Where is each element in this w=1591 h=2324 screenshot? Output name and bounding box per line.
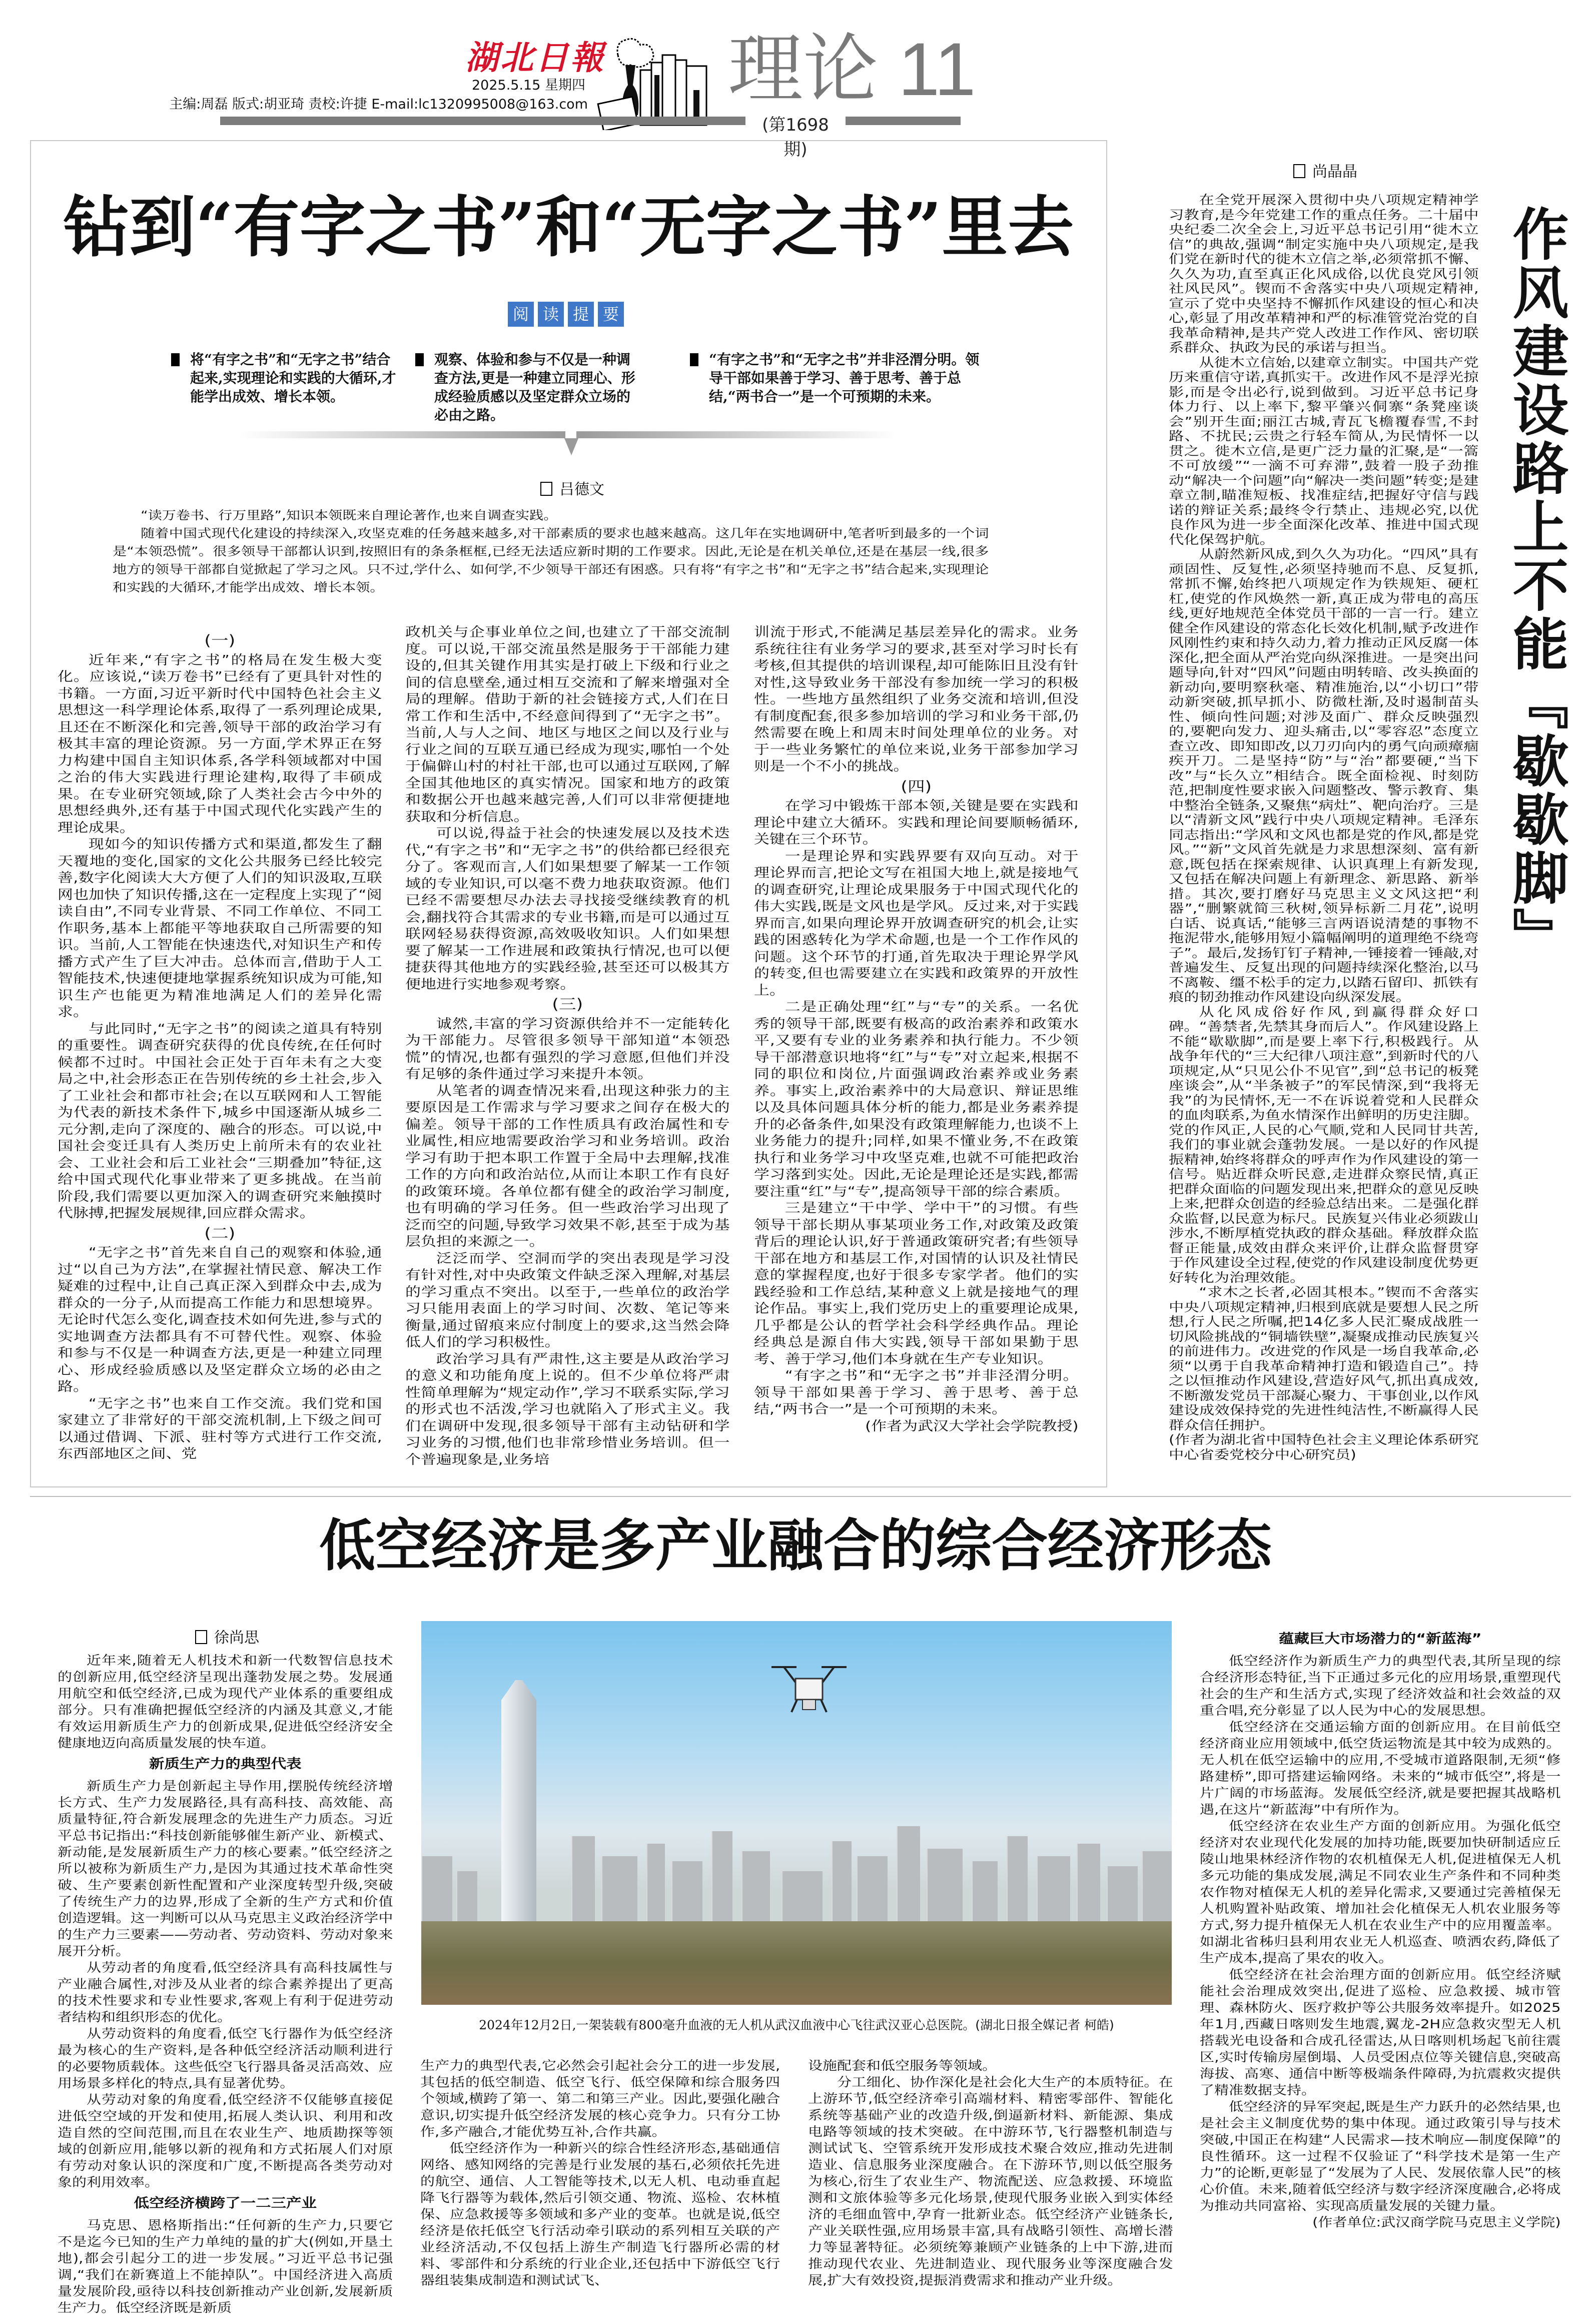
article-column: [420, 2057, 780, 2288]
building: [671, 1861, 702, 1931]
paragraph: 马克思、恩格斯指出:“任何新的生产力,只要它不是迄今已知的生产力单纯的量的扩大(例如,开垦土地),都会引起分工的进一步发展。”习近平总书记强调,“我们在新赛道上不能掉队”。中国经济进入高质量发展阶段,亟待以科技创新推动产业创新,发展新质生产力。低空经济既是新质: [58, 2218, 393, 2315]
paragraph: “无字之书”也来自工作交流。我们党和国家建立了非常好的干部交流机制,上下级之间可以通过借调、下派、驻村等方式进行工作交流,东西部地区之间、党: [58, 1396, 382, 1461]
building: [857, 1856, 888, 1931]
paragraph: 从劳动资料的角度看,低空飞行器作为低空经济最为核心的生产资料,是各种低空经济活动顺利进行的必要物质载体。这些低空飞行器具备灵活高效、应用场景多样化的特点,具有显著优势。: [58, 2026, 393, 2090]
author-name: 尚晶晶: [1312, 163, 1357, 181]
paragraph: 近年来,随着无人机技术和新一代数智信息技术的创新应用,低空经济呈现出蓬勃发展之势。发展通用航空和低空经济,已成为现代产业体系的重要组成部分。只有准确把握低空经济的内涵及其意义,才能有效运用新质生产力的创新成果,促进低空经济安全健康地迈向高质量发展的快车道。: [58, 1653, 393, 1750]
section-name: 理论: [728, 26, 879, 113]
paragraph: 在学习中锻炼干部本领,关键是要在实践和理论中建立大循环。实践和理论间要顺畅循环,关键在三个环节。: [754, 799, 1079, 847]
paragraph: 在全党开展深入贯彻中央八项规定精神学习教育,是今年党建工作的重点任务。二十届中央纪委二次全会上,习近平总书记引用“徙木立信”的典故,强调“制定实施中央八项规定,是我们党在新时代的徙木立信之举,必须常抓不懈、久久为功,直至真正化风成俗,以优良党风引领社风民风”。锲而不舍落实中央八项规定精神,宣示了党中央坚持不懈抓作风建设的恒心和决心,彰显了用改革精神和严的标准管党治党的自我革命精神,是共产党人改进工作作风、密切联系群众、执政为民的承诺与担当。: [1169, 193, 1479, 355]
paragraph: 低空经济的异军突起,既是生产力跃升的必然结果,也是社会主义制度优势的集中体现。通过政策引导与技术突破,中国正在构建“人民需求—技术响应—制度保障”的良性循环。这一过程不仅验证了“科学技术是第一生产力”的论断,更彰显了“发展为了人民、发展依靠人民”的核心价值。未来,随着低空经济与数字经济深度融合,必将成为推动共同富裕、实现高质量发展的关键力量。: [1200, 2099, 1561, 2213]
box-icon: [540, 482, 552, 496]
paragraph: (作者为湖北省中国特色社会主义理论体系研究中心省委党校分中心研究员): [1169, 1432, 1479, 1462]
author-name: 徐尚思: [214, 1629, 259, 1647]
paragraph: “有字之书”和“无字之书”并非泾渭分明。领导干部如果善于学习、善于思考、善于总结,“两书合一”是一个可预期的未来。: [754, 1368, 1079, 1417]
section-divider: [30, 1496, 1571, 1497]
summary-text: “有字之书”和“无字之书”并非泾渭分明。领导干部如果善于学习、善于思考、善于总结,“两书合一”是一个可预期的未来。: [709, 351, 980, 405]
building: [927, 1849, 963, 1931]
paragraph: 一是理论界和实践界要有双向互动。对于理论界而言,把论文写在祖国大地上,就是接地气的调查研究,让理论成果服务于中国式现代化的伟大实践,既是文风也是学风。反过来,对于实践界而言,如果向理论界开放调查研究的机会,让实践的困惑转化为学术命题,也是一个工作作风的问题。这个环节的打通,首先取决于理论界学风的转变,但也需要建立在实践和政策界的开放性上。: [754, 849, 1079, 998]
issue-number: (第1698期): [762, 115, 829, 160]
caption-text: 2024年12月2日,一架装载有800毫升血液的无人机从武汉血液中心飞往武汉亚心总医院。: [479, 2018, 976, 2032]
paragraph: 二是正确处理“红”与“专”的关系。一名优秀的领导干部,既要有极高的政治素养和政策水平,又要有专业的业务素养和执行能力。不少领导干部潜意识地将“红”与“专”对立起来,根据不同的职位和岗位,片面强调政治素养或业务素养。事实上,政治素养中的大局意识、辩证思维以及具体问题具体分析的能力,都是业务素养提升的必备条件,如果没有政策理解能力,也谈不上业务能力的提升;同样,如果不懂业务,不在政策执行和业务学习中攻坚克难,也就不可能把政治学习落到实处。因此,无论是理论还是实践,都需要注重“红”与“专”,提高领导干部的综合素质。: [754, 1000, 1079, 1199]
section-heading: (四): [901, 778, 932, 795]
paragraph: 近年来,“有字之书”的格局在发生极大变化。应该说,“读万卷书”已经有了更具针对性的书籍。一方面,习近平新时代中国特色社会主义思想这一科学理论体系,取得了一系列理论成果,且还在不断深化和完善,领导干部的政治学习有极其丰富的理论资源。另一方面,学术界正在努力构建中国自主知识体系,各学科领域都对中国之治的伟大实践进行理论建构,取得了丰硕成果。在专业研究领域,除了人类社会古今中外的思想经典外,还有基于中国式现代化实践产生的理论成果。: [58, 652, 382, 836]
skyscraper: [501, 1680, 536, 1930]
summary-text: 将“有字之书”和“无字之书”结合起来,实现理论和实践的大循环,才能学出成效、增长本领。: [190, 351, 396, 405]
paragraph: 可以说,得益于社会的快速发展以及技术迭代,“有字之书”和“无字之书”的供给都已经很充分了。客观而言,人们如果想要了解某一工作领域的专业知识,可以毫不费力地获取资源。他们已经不需要想尽办法去寻找接受继续教育的机会,翻找符合其需求的专业书籍,而是可以通过互联网轻易获得资源,高效吸收知识。人们如果想要了解某一工作进展和政策执行情况,也可以便捷获得其他地方的实践经验,甚至还可以极其方便地进行实地参观考察。: [405, 826, 730, 992]
paragraph: 政治学习具有严肃性,这主要是从政治学习的意义和功能角度上说的。但不少单位将严肃性简单理解为“规定动作”,学习不联系实际,学习的形式也不活泼,学习也就陷入了形式主义。我们在调研中发现,很多领导干部有主动钻研和学习业务的习惯,他们也非常珍惜业务培训。但一个普遍现象是,业务培: [405, 1351, 730, 1467]
article-column: [754, 624, 1079, 1435]
photo-credit: (湖北日报全媒记者 柯皓): [975, 2018, 1114, 2032]
paragraph: 低空经济在社会治理方面的创新应用。低空经济赋能社会治理成效突出,促进了巡检、应急救援、城市管理、森林防火、医疗救护等公共服务效率提升。如2025年1月,西藏日喀则发生地震,翼龙-2H应急救灾型无人机搭载光电设备和合成孔径雷达,从日喀则机场起飞前往震区,实时传输房屋倒塌、人员受困点位等关键信息,突破高海拔、高寒、通信中断等极端条件障碍,为抗震救灾提供了精准数据支持。: [1200, 1967, 1561, 2097]
masthead-rule: [220, 117, 745, 125]
paragraph: 训流于形式,不能满足基层差异化的需求。业务系统往往有业务学习的要求,甚至对学习时长有考核,但其提供的培训课程,却可能陈旧且没有针对性,这导致业务干部没有参加统一学习的积极性。一些地方虽然组织了业务交流和培训,但没有制度配套,很多参加培训的学习和业务干部,仍然需要在晚上和周末时间处理单位的业务。对于一些业务繁忙的单位来说,业务干部参加学习则是一个不小的挑战。: [754, 625, 1079, 774]
subheading: 蕴藏巨大市场潜力的“新蓝海”: [1279, 1632, 1482, 1647]
summary-label: [508, 302, 624, 327]
building: [1037, 1856, 1070, 1931]
box-icon: [1293, 164, 1305, 178]
building: [897, 1826, 920, 1931]
building: [646, 1844, 665, 1931]
section-title: [728, 26, 976, 113]
building: [421, 1856, 452, 1931]
author-name: 吕德文: [559, 481, 604, 498]
article-column: [58, 1652, 393, 2316]
section-heading: (三): [552, 996, 583, 1013]
v-notch-icon: [564, 438, 578, 455]
editor-credits: 主编:周磊 版式:胡亚琦 责校:许捷 E-mail:lc1320995008@163.com: [169, 97, 588, 112]
summary-label-char: 读: [538, 302, 564, 327]
headline: 低空经济是多产业融合的综合经济形态: [319, 1513, 1272, 1579]
books-illustration-icon: [595, 35, 720, 130]
article-column: [808, 2057, 1173, 2288]
paragraph: 政机关与企事业单位之间,也建立了干部交流制度。可以说,干部交流虽然是服务于干部能力建设的,但其关键作用其实是打破上下级和行业之间的信息壁垒,通过相互交流和了解来增强对全局的理解。借助于新的社会链接方式,人们在日常工作和生活中,不经意间得到了“无字之书”。当前,人与人之间、地区与地区之间以及行业与行业之间的互联互通已经成为现实,哪怕一个处于偏僻山村的村社干部,也可以通过互联网,了解全国其他地区的真实情况。国家和地方的政策和数据公开也越来越完善,人们可以非常便捷地获取和分析信息。: [405, 625, 730, 825]
summary-label-char: 提: [568, 302, 594, 327]
drone-icon: [766, 1656, 852, 1716]
paragraph: “无字之书”首先来自自己的观察和体验,通过“以自己为方法”,在掌握社情民意、解决工作疑难的过程中,让自己真正深入到群众中去,成为群众的一分子,从而提高工作能力和思想境界。无论时代怎么变化,调查技术如何先进,参与式的实地调查方法都具有不可替代性。观察、体验和参与不仅是一种调查方法,更是一种建立同理心、形成经验质感以及坚定群众立场的必由之路。: [58, 1245, 382, 1394]
square-bullet-icon: [171, 353, 180, 366]
summary-item: [690, 350, 990, 406]
building: [1077, 1844, 1100, 1931]
byline: [1293, 159, 1357, 181]
article-column: [58, 629, 382, 1463]
photo-caption: [421, 2015, 1172, 2033]
article-column: [1200, 1626, 1561, 2230]
ground: [421, 1921, 1172, 2005]
summary-label-char: 阅: [508, 302, 534, 327]
masthead-rule: [846, 117, 961, 125]
building: [1142, 1851, 1172, 1931]
paragraph: 分工细化、协作深化是社会化大生产的本质特征。在上游环节,低空经济牵引高端材料、精密零部件、智能化系统等基础产业的改造升级,倒逼新材料、新能源、集成电路等领域的技术突破。在中游环节,飞行器整机制造与测试试飞、空管系统开发形成技术聚合效应,推动先进制造业、信息服务业深度融合。在下游环节,则以低空服务为核心,衍生了农业生产、物流配送、应急救援、环境监测和文旅体验等多元化场景,使现代服务业嵌入到实体经济的毛细血管中,孕育一批新业态。低空经济产业链条长,产业关联性强,应用场景丰富,具有战略引领性、高增长潜力等显著特征。必须统筹兼顾产业链条的上中下游,进而推动现代农业、先进制造业、现代服务业等深度融合发展,扩大有效投资,提振消费需求和推动产业升级。: [808, 2075, 1173, 2287]
divider: [576, 431, 897, 438]
summary-label-char: 要: [598, 302, 624, 327]
summary-text: 观察、体验和参与不仅是一种调查方法,更是一种建立同理心、形成经验质感以及坚定群众立场的必由之路。: [434, 351, 635, 423]
paragraph: 泛泛而学、空洞而学的突出表现是学习没有针对性,对中央政策文件缺乏深入理解,对基层的学习重点不突出。以至于,一些单位的政治学习只能用表面上的学习时间、次数、笔记等来衡量,通过留痕来应付制度上的要求,这当然会降低人们的学习积极性。: [405, 1251, 730, 1350]
byline: [195, 1625, 259, 1647]
paragraph: 随着中国式现代化建设的持续深入,攻坚克难的任务越来越多,对干部素质的要求也越来越高。这几年在实地调研中,笔者听到最多的一个词是“本领恐慌”。很多领导干部都认识到,按照旧有的条条框框,已经无法适应新时期的工作要求。因此,无论是在机关单位,还是在基层一线,很多地方的领导干部都自觉掀起了学习之风。只不过,学什么、如何学,不少领导干部还有困惑。只有将“有字之书”和“无字之书”结合起来,实现理论和实践的大循环,才能学出成效、增长本领。: [113, 526, 989, 594]
newspaper-logo: 湖北日報: [465, 38, 605, 77]
subheading: 低空经济横跨了一二三产业: [134, 2196, 317, 2211]
vertical-headline: 作风建设路上不能『歇歇脚』: [1503, 205, 1569, 966]
paragraph: 三是建立“干中学、学中干”的习惯。有些领导干部长期从事某项业务工作,对政策及政策背后的理论认识,好于普通政策研究者;有些领导干部在地方和基层工作,对国情的认识及社情民意的掌握程度,也好于很多专家学者。他们的实践经验和工作总结,某种意义上就是接地气的理论作品。事实上,我们党历史上的重要理论成果,几乎都是公认的哲学社会科学经典作品。理论经典总是源自伟大实践,领导干部如果勤于思考、善于学习,他们本身就在生产专业知识。: [754, 1201, 1079, 1367]
divider: [240, 431, 565, 438]
paragraph: 新质生产力是创新起主导作用,摆脱传统经济增长方式、生产力发展路径,具有高科技、高效能、高质量特征,符合新发展理念的先进生产力质态。习近平总书记指出:“科技创新能够催生新产业、新模式、新动能,是发展新质生产力的核心要素。”低空经济之所以被称为新质生产力,是因为其通过技术革命性突破、生产要素创新性配置和产业深度转型升级,突破了传统生产力的边界,形成了全新的生产方式和价值创造逻辑。这一判断可以从马克思主义政治经济学中的生产力三要素——劳动者、劳动资料、劳动对象来展开分析。: [58, 1779, 393, 1958]
paragraph: 生产力的典型代表,它必然会引起社会分工的进一步发展,其包括的低空制造、低空飞行、低空保障和综合服务四个领域,横跨了第一、第二和第三产业。因此,要强化融合意识,切实提升低空经济发展的核心竞争力。只有分工协作,多产融合,才能优势互补,合作共赢。: [420, 2058, 780, 2139]
building: [571, 1836, 595, 1931]
issue-date: 2025.5.15 星期四: [472, 78, 585, 93]
paragraph: 从劳动对象的角度看,低空经济不仅能够直接促进低空空域的开发和使用,拓展人类认识、利用和改造自然的空间范围,而且在农业生产、地质勘探等领域的创新应用,能够以新的视角和方式拓展人们对原有劳动对象认识的深度和广度,不断提高各类劳动对象的利用效率。: [58, 2092, 393, 2189]
building: [1007, 1836, 1028, 1931]
paragraph: 现如今的知识传播方式和渠道,都发生了翻天覆地的变化,国家的文化公共服务已经比较完善,数字化阅读大大方便了人们的知识汲取,互联网也加快了知识传播,这在一定程度上实现了“阅读自由”,不同专业背景、不同工作单位、不同工作职务,基本上都能平等地获取自己所需要的知识。当前,人工智能在快速迭代,对知识生产和传播方式产生了巨大冲击。总体而言,借助于人工智能技术,快速便捷地掌握系统知识成为可能,知识生产也能更为精准地满足人们的差异化需求。: [58, 837, 382, 1020]
summary-item: [171, 350, 396, 406]
article-intro: [113, 506, 989, 596]
paragraph: 低空经济作为一种新兴的综合性经济形态,基础通信网络、感知网络的完善是行业发展的基石,必须依托先进的航空、通信、人工智能等技术,以无人机、电动垂直起降飞行器等为载体,然后引领交通、物流、巡检、农林植保、应急救援等多领域和多产业的变革。也就是说,低空经济是依托低空飞行活动牵引联动的系列相互关联的产业经济活动,不仅包括上游生产制造飞行器所必需的材料、零部件和分系统的行业企业,还包括中下游低空飞行器组装集成制造和测试试飞、: [420, 2141, 780, 2287]
section-heading: (二): [204, 1224, 236, 1242]
paragraph: 低空经济作为新质生产力的典型代表,其所呈现的综合经济形态特征,当下正通过多元化的应用场景,重塑现代社会的生产和生活方式,实现了经济效益和社会效益的双重合唱,充分彰显了以人民为中心的发展思想。: [1200, 1654, 1561, 1718]
author-affiliation: (作者单位:武汉商学院马克思主义学院): [1312, 2215, 1561, 2229]
box-icon: [195, 1630, 207, 1644]
paragraph: 从化风成俗好作风,到赢得群众好口碑。“善禁者,先禁其身而后人”。作风建设路上不能“歇歇脚”,而是要上率下行,积极践行。从战争年代的“三大纪律八项注意”,到新时代的八项规定,从“只见公仆不见官”,到“总书记的板凳座谈会”,从“半条被子”的军民情深,到“我将无我”的为民情怀,无一不在诉说着党和人民群众的血肉联系,为鱼水情深作出鲜明的历史注脚。党的作风正,人民的心气顺,党和人民同甘共苦,我们的事业就会蓬勃发展。一是以好的作风提振精神,始终将群众的呼声作为作风建设的第一信号。贴近群众听民意,走进群众察民情,真正把群众面临的问题发现出来,把群众的意见反映上来,把群众创造的经验总结出来。二是强化群众监督,以民意为标尺。民族复兴伟业必须跋山涉水,不断厚植党执政的群众基础。释放群众监督正能量,成效由群众来评价,让群众监督贯穿于作风建设全过程,使党的作风建设制度优势更好转化为治理效能。: [1169, 1004, 1479, 1285]
paragraph: 诚然,丰富的学习资源供给并不一定能转化为干部能力。尽管很多领导干部知道“本领恐慌”的情况,也都有强烈的学习意愿,但他们并没有足够的条件通过学习来提升本领。: [405, 1016, 730, 1082]
building: [741, 1851, 770, 1931]
square-bullet-icon: [415, 353, 424, 366]
section-heading: (一): [204, 632, 236, 649]
square-bullet-icon: [690, 353, 698, 366]
building: [972, 1861, 998, 1931]
page-number: 11: [898, 27, 976, 111]
paragraph: 设施配套和低空服务等领域。: [808, 2058, 997, 2073]
paragraph: 从笔者的调查情况来看,出现这种张力的主要原因是工作需求与学习要求之间存在极大的偏差。领导干部的工作性质具有政治属性和专业属性,相应地需要政治学习和业务培训。政治学习有助于把本职工作置于全局中去理解,找准工作的方向和政治站位,从而让本职工作有良好的政策环境。各单位都有健全的政治学习制度,也有明确的学习任务。但一些政治学习出现了泛而空的问题,导致学习效果不彰,甚至于成为基层负担的来源之一。: [405, 1083, 730, 1249]
paragraph: 低空经济在交通运输方面的创新应用。在目前低空经济商业应用领域中,低空货运物流是其中较为成熟的。无人机在低空运输中的应用,不受城市道路限制,无须“修路建桥”,即可搭建运输网络。未来的“城市低空”,将是一片广阔的市场蓝海。发展低空经济,就是要把握其战略机遇,在这片“新蓝海”中有所作为。: [1200, 1720, 1561, 1817]
subheading: 新质生产力的典型代表: [149, 1757, 302, 1772]
building: [601, 1856, 637, 1931]
paragraph: 从蔚然新风成,到久久为功化。“四风”具有顽固性、反复性,必须坚持驰而不息、反复抓,常抓不懈,始终把八项规定作为铁规矩、硬杠杠,使党的作风焕然一新,真正成为带电的高压线,更好地规范全体党员干部的一言一行。建立健全作风建设的常态化长效化机制,赋予改进作风刚性约束和持久动力,着力推动正风反腐一体深化,把全面从严治党向纵深推进。一是突出问题导向,针对“四风”问题由明转暗、改头换面的新动向,要明察秋毫、精准施治,以“小切口”带动新突破,抓早抓小、防微杜渐,及时遏制苗头性、倾向性问题;对涉及面广、群众反映强烈的,要靶向发力、迎头痛击,以“零容忍”态度立查立改、即知即改,以刀刃向内的勇气向顽瘴痼疾开刀。二是坚持“防”与“治”都要硬,“当下改”与“长久立”相结合。既全面检视、时刻防范,把制度性要求嵌入问题整改、警示教育、集中整治全链条,又聚焦“病灶”、靶向治疗。三是以“清新文风”践行中央八项规定精神。毛泽东同志指出:“学风和文风也都是党的作风,都是党风。”“新”文风首先就是力求思想深刻、富有新意,既包括在探索规律、认识真理上有新发现,又包括在解决问题上有新理念、新思路、新举措。其次,要打磨好马克思主义文风这把“利器”,“删繁就简三秋树,领异标新二月花”,说明白话、说真话,“能够三言两语说清楚的事物不拖泥带水,能够用短小篇幅阐明的道理绝不绕弯子”。最后,发扬钉钉子精神,一锤接着一锤敲,对普遍发生、反复出现的问题持续深化整治,以马不离鞍、缰不松手的定力,以踏石留印、抓铁有痕的韧劲推动作风建设向纵深发展。: [1169, 547, 1479, 1004]
article-column: [405, 624, 730, 1468]
paragraph: 从劳动者的角度看,低空经济具有高科技属性与产业融合属性,对涉及从业者的综合素养提出了更高的技术性要求和专业性要求,客观上有利于促进劳动者结构和组织形态的优化。: [58, 1960, 393, 2024]
paragraph: 从徙木立信始,以建章立制实。中国共产党历来重信守诺,真抓实干。改进作风不是浮光掠影,而是令出必行,说到做到。习近平总书记身体力行、以上率下,黎平肇兴侗寨“条凳座谈会”别开生面;丽江古城,青瓦飞檐覆春雪,不封路、不扰民;云贵之行轻车简从,为民情怀一以贯之。徙木立信,是更广泛力量的汇聚,是“一篙不可放缓”“一滴不可弃滞”,鼓着一股子劲推动“解决一个问题”向“解决一类问题”转变;是建章立制,瞄准短板、找准症结,把握好守信与践诺的辩证关系;最终令行禁止、违规必究,以优良作风为进一步全面深化改革、推进中国式现代化保驾护航。: [1169, 355, 1479, 547]
paragraph: “读万卷书、行万里路”,知识本领既来自理论著作,也来自调查实践。: [141, 508, 558, 522]
paragraph: 与此同时,“无字之书”的阅读之道具有特别的重要性。调查研究获得的优良传统,在任何时候都不过时。中国社会正处于百年未有之大变局之中,社会形态正在告别传统的乡土社会,步入了工业社会和都市社会;在以互联网和人工智能为代表的新技术条件下,城乡中国逐渐从城乡二元分割,走向了深度的、融合的形态。可以说,中国社会变迁具有人类历史上前所未有的农业社会、工业社会和后工业社会“三期叠加”特征,这给中国式现代化事业带来了更多挑战。在当前阶段,我们需要以更加深入的调查研究来触摸时代脉搏,把握发展规律,回应群众需求。: [58, 1021, 382, 1221]
building: [711, 1831, 732, 1931]
building: [832, 1841, 852, 1931]
headline: 钻到“有字之书”和“无字之书”里去: [63, 189, 1074, 266]
byline: [540, 477, 604, 499]
article-column: [1169, 193, 1479, 1462]
author-affiliation: (作者为武汉大学社会学院教授): [865, 1418, 1079, 1434]
paragraph: “求木之长者,必固其根本。”锲而不舍落实中央八项规定精神,归根到底就是要想人民之所想,行人民之所嘱,把14亿多人民汇聚成战胜一切风险挑战的“铜墙铁壁”,凝聚成推动民族复兴的前进伟力。改进党的作风是一场自我革命,必须“以勇于自我革命精神打造和锻造自己”。持之以恒推动作风建设,营造好风气,抓出真成效,不断激发党员干部凝心聚力、干事创业,以作风建设成效保持党的先进性纯洁性,不断赢得人民群众信任拥护。: [1169, 1285, 1479, 1432]
summary-item: [415, 350, 640, 424]
paragraph: 低空经济在农业生产方面的创新应用。为强化低空经济对农业现代化发展的加持功能,既要加快研制适应丘陵山地果林经济作物的农机植保无人机,促进植保无人机多元功能的集成发展,满足不同农业生产条件和不同种类农作物对植保无人机的差异化需求,又要通过完善植保无人机购置补贴政策、增加社会化植保无人机农业服务等方式,努力提升植保无人机在农业生产中的应用覆盖率。如湖北省秭归县利用农业无人机巡查、喷洒农药,降低了生产成本,提高了果农的收入。: [1200, 1819, 1561, 1965]
news-photo: [421, 1621, 1172, 2005]
